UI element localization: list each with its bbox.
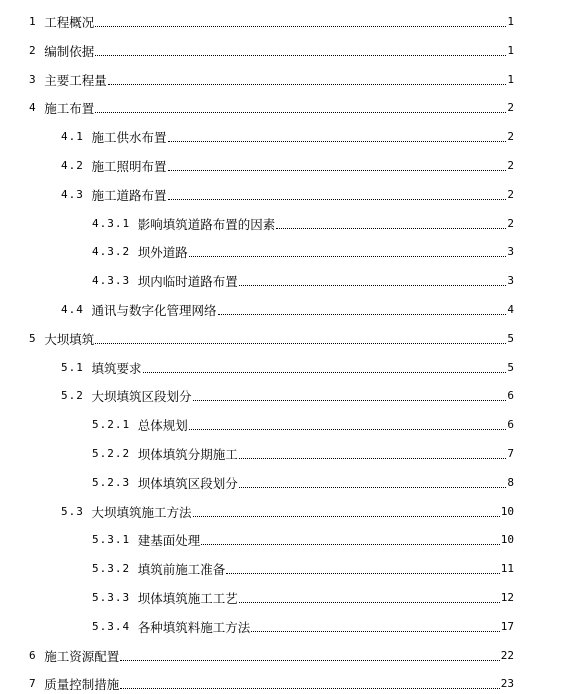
toc-entry[interactable] bbox=[0, 329, 561, 347]
toc-entry-title: 通讯与数字化管理网络 bbox=[91, 303, 217, 318]
toc-entry-spacer bbox=[84, 505, 92, 520]
toc-entry-number: 5.2.3 bbox=[92, 475, 131, 489]
toc-entry-spacer bbox=[130, 562, 138, 577]
toc-dot-leader bbox=[168, 199, 507, 200]
toc-entry-title: 大坝填筑施工方法 bbox=[91, 504, 192, 520]
toc-entry-number: 5.3.4 bbox=[92, 619, 131, 633]
toc-entry-number: 6 bbox=[29, 648, 37, 662]
toc-entry[interactable] bbox=[0, 242, 561, 260]
toc-entry-number: 4.3 bbox=[61, 187, 84, 201]
toc-dot-leader bbox=[189, 429, 507, 430]
toc-entry-number: 4.3.1 bbox=[92, 216, 131, 230]
toc-entry-number: 4.4 bbox=[61, 303, 84, 316]
toc-entry[interactable] bbox=[0, 502, 561, 520]
toc-dot-leader bbox=[95, 26, 506, 27]
toc-dot-leader bbox=[239, 458, 507, 459]
toc-entry-title: 质量控制措施 bbox=[44, 677, 120, 693]
toc-entry-title: 填筑前施工准备 bbox=[137, 562, 226, 578]
toc-entry-spacer bbox=[84, 188, 92, 203]
toc-entry-spacer bbox=[37, 73, 45, 88]
toc-entry[interactable] bbox=[0, 617, 561, 635]
toc-entry-number: 5.3.1 bbox=[92, 533, 131, 547]
toc-entry-number: 5.3 bbox=[61, 504, 84, 518]
toc-entry[interactable] bbox=[0, 415, 561, 433]
toc-entry-page: 12 bbox=[500, 591, 514, 604]
toc-entry-page: 17 bbox=[500, 619, 514, 633]
toc-entry-spacer bbox=[130, 476, 138, 491]
toc-entry-number: 5 bbox=[29, 331, 37, 345]
toc-entry-title: 坝体填筑施工工艺 bbox=[137, 591, 238, 606]
toc-entry-number: 5.2.2 bbox=[92, 447, 131, 460]
toc-entry-number: 1 bbox=[29, 15, 37, 28]
toc-entry-title: 大坝填筑 bbox=[44, 331, 95, 347]
toc-entry[interactable] bbox=[0, 386, 561, 404]
toc-entry-page: 10 bbox=[500, 533, 514, 547]
toc-entry-page: 1 bbox=[507, 43, 514, 57]
toc-entry-page: 6 bbox=[507, 389, 514, 403]
toc-entry[interactable] bbox=[0, 473, 561, 491]
toc-entry-title: 施工布置 bbox=[44, 101, 95, 117]
toc-entry-number: 4.2 bbox=[61, 159, 84, 172]
toc-entry-title: 建基面处理 bbox=[137, 533, 201, 549]
toc-dot-leader bbox=[143, 372, 507, 373]
toc-entry-page: 8 bbox=[507, 475, 514, 489]
toc-entry-spacer bbox=[37, 15, 45, 30]
toc-entry-number: 5.3.2 bbox=[92, 562, 131, 576]
toc-entry-title: 主要工程量 bbox=[44, 72, 107, 88]
toc-dot-leader bbox=[193, 516, 500, 517]
toc-dot-leader bbox=[239, 285, 507, 286]
toc-entry-page: 7 bbox=[507, 447, 514, 460]
toc-entry-page: 2 bbox=[507, 101, 514, 115]
toc-dot-leader bbox=[251, 631, 499, 632]
toc-dot-leader bbox=[95, 55, 506, 56]
toc-entry-spacer bbox=[130, 217, 138, 232]
toc-entry-page: 2 bbox=[507, 130, 514, 144]
toc-entry[interactable] bbox=[0, 588, 561, 606]
toc-entry-title: 坝外道路 bbox=[137, 245, 188, 261]
toc-entry-number: 5.3.3 bbox=[92, 591, 131, 604]
toc-entry-page: 5 bbox=[507, 360, 514, 374]
toc-dot-leader bbox=[120, 688, 499, 689]
toc-entry-spacer bbox=[37, 649, 45, 664]
toc-entry-page: 23 bbox=[500, 677, 514, 691]
toc-entry-title: 施工道路布置 bbox=[91, 187, 167, 203]
toc-dot-leader bbox=[120, 660, 499, 661]
toc-entry-title: 总体规划 bbox=[137, 418, 188, 434]
toc-entry[interactable] bbox=[0, 444, 561, 462]
toc-dot-leader bbox=[168, 170, 507, 171]
toc-entry-title: 影响填筑道路布置的因素 bbox=[137, 216, 276, 232]
toc-entry-page: 4 bbox=[507, 303, 514, 316]
toc-entry-number: 4.3.2 bbox=[92, 245, 131, 259]
toc-entry-spacer bbox=[84, 389, 92, 404]
toc-entry-page: 22 bbox=[500, 648, 514, 662]
toc-entry-title: 填筑要求 bbox=[91, 360, 142, 376]
toc-entry-spacer bbox=[37, 44, 45, 59]
toc-entry-number: 3 bbox=[29, 72, 37, 86]
toc-entry-page: 2 bbox=[507, 216, 514, 230]
toc-entry-number: 5.1 bbox=[61, 360, 84, 374]
toc-entry-title: 坝体填筑分期施工 bbox=[137, 447, 238, 462]
toc-entry-spacer bbox=[84, 361, 92, 376]
toc-entry-number: 4 bbox=[29, 101, 37, 115]
toc-entry-spacer bbox=[37, 101, 45, 116]
toc-entry-title: 各种填筑料施工方法 bbox=[137, 619, 251, 635]
toc-entry-title: 施工资源配置 bbox=[44, 648, 120, 664]
toc-entry-title: 工程概况 bbox=[44, 15, 95, 30]
toc-dot-leader bbox=[168, 141, 507, 142]
toc-entry-spacer bbox=[84, 303, 92, 318]
toc-entry-spacer bbox=[130, 245, 138, 260]
toc-entry-title: 坝内临时道路布置 bbox=[137, 274, 238, 290]
toc-dot-leader bbox=[201, 544, 499, 545]
toc-entry-number: 5.2.1 bbox=[92, 418, 131, 432]
toc-entry-page: 1 bbox=[507, 15, 514, 28]
toc-entry-title: 坝体填筑区段划分 bbox=[137, 475, 238, 491]
toc-entry-page: 1 bbox=[507, 72, 514, 86]
toc-dot-leader bbox=[218, 314, 507, 315]
toc-entry-number: 4.3.3 bbox=[92, 274, 131, 288]
toc-entry[interactable] bbox=[0, 12, 561, 30]
toc-entry[interactable] bbox=[0, 156, 561, 174]
toc-entry[interactable] bbox=[0, 98, 561, 116]
toc-entry-page: 11 bbox=[500, 562, 514, 576]
toc-dot-leader bbox=[95, 343, 506, 344]
toc-entry-spacer bbox=[130, 447, 138, 462]
toc-entry[interactable] bbox=[0, 41, 561, 59]
toc-dot-leader bbox=[193, 400, 507, 401]
toc-entry-page: 3 bbox=[507, 274, 514, 288]
toc-entry[interactable] bbox=[0, 185, 561, 203]
toc-dot-leader bbox=[276, 228, 506, 229]
toc-entry-page: 2 bbox=[507, 159, 514, 172]
toc-entry-title: 施工供水布置 bbox=[91, 130, 167, 146]
toc-entry-spacer bbox=[84, 130, 92, 145]
toc-entry[interactable] bbox=[0, 358, 561, 376]
toc-entry[interactable] bbox=[0, 674, 561, 692]
toc-dot-leader bbox=[226, 573, 499, 574]
toc-entry[interactable] bbox=[0, 559, 561, 577]
toc-entry[interactable] bbox=[0, 127, 561, 145]
toc-entry-spacer bbox=[130, 274, 138, 289]
toc-entry-spacer bbox=[84, 159, 92, 174]
toc-entry-spacer bbox=[37, 332, 45, 347]
toc-entry-spacer bbox=[130, 591, 138, 606]
toc-entry[interactable] bbox=[0, 530, 561, 548]
toc-entry-title: 大坝填筑区段划分 bbox=[91, 389, 192, 405]
toc-entry-page: 10 bbox=[500, 504, 514, 518]
toc-entry-page: 2 bbox=[507, 187, 514, 201]
toc-entry-page: 6 bbox=[507, 418, 514, 432]
toc-entry[interactable] bbox=[0, 271, 561, 289]
toc-entry-spacer bbox=[130, 418, 138, 433]
toc-dot-leader bbox=[239, 487, 507, 488]
toc-entry-number: 5.2 bbox=[61, 389, 84, 403]
toc-entry-number: 7 bbox=[29, 677, 37, 691]
toc-dot-leader bbox=[95, 112, 506, 113]
toc-entry[interactable] bbox=[0, 300, 561, 318]
toc-entry[interactable] bbox=[0, 646, 561, 664]
toc-entry-number: 2 bbox=[29, 43, 37, 57]
toc-entry-title: 编制依据 bbox=[44, 43, 95, 59]
toc-entry-page: 3 bbox=[507, 245, 514, 259]
toc-entry-number: 4.1 bbox=[61, 130, 84, 144]
toc-entry-spacer bbox=[130, 620, 138, 635]
toc-entry-page: 5 bbox=[507, 331, 514, 345]
toc-entry-title: 施工照明布置 bbox=[91, 159, 167, 174]
toc-entry-spacer bbox=[130, 533, 138, 548]
toc-dot-leader bbox=[239, 602, 500, 603]
toc-entry[interactable] bbox=[0, 70, 561, 88]
toc-entry[interactable] bbox=[0, 214, 561, 232]
toc-dot-leader bbox=[189, 256, 507, 257]
toc-dot-leader bbox=[108, 84, 507, 85]
toc-entry-spacer bbox=[37, 677, 45, 692]
